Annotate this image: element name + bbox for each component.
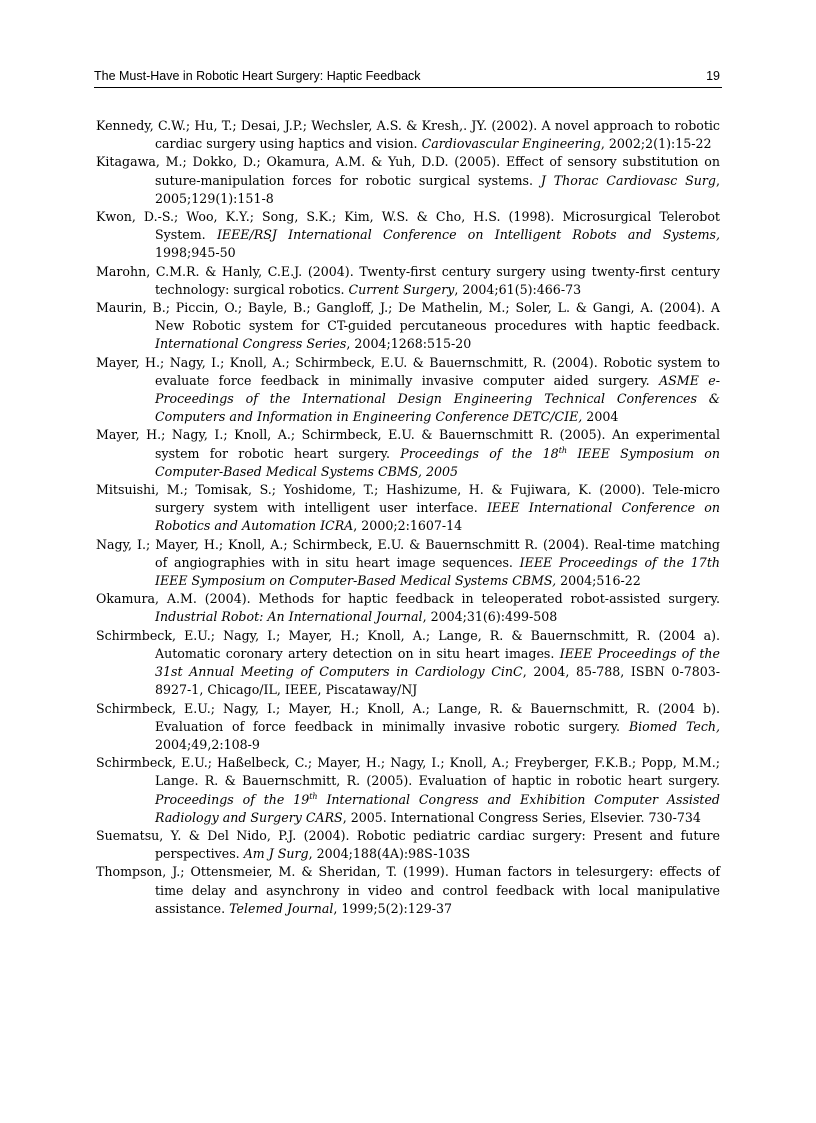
reference-item — [96, 117, 720, 153]
reference-item — [96, 153, 720, 208]
reference-text: Mitsuishi, M.; Tomisak, S.; Yoshidome, T.; Hashizume, H. & Fujiwara, K. (2000). Tele-micro surgery system with intelligent user interface. — [96, 482, 720, 516]
reference-source: IEEE International Conference on Robotics and Automation ICRA — [155, 500, 720, 534]
page-number: 19 — [706, 69, 720, 83]
reference-text: Maurin, B.; Piccin, O.; Bayle, B.; Gangloff, J.; De Mathelin, M.; Soler, L. & Gangi, A. (2004). A New Robotic system for CT-guided percutaneous procedures with haptic feedback. — [96, 300, 720, 334]
reference-text: Okamura, A.M. (2004). Methods for haptic feedback in teleoperated robot-assisted surgery. — [96, 591, 720, 607]
reference-item — [96, 208, 720, 263]
reference-source-cont: IEEE Symposium on Computer-Based Medical Systems CBMS, 2005 — [155, 445, 720, 479]
reference-item — [96, 590, 720, 626]
reference-details: 2004 — [582, 409, 619, 425]
reference-text: Kitagawa, M.; Dokko, D.; Okamura, A.M. & Yuh, D.D. (2005). Effect of sensory substitution on suture-manipulation forces for robotic surgical systems. — [96, 154, 720, 188]
reference-source: Telemed Journal — [229, 900, 334, 916]
reference-source-cont: International Congress and Exhibition Computer Assisted Radiology and Surgery CARS — [155, 791, 720, 825]
reference-source: Proceedings of the 19 — [155, 791, 310, 807]
reference-details: , 1999;5(2):129-37 — [333, 900, 453, 916]
reference-list — [96, 117, 720, 918]
reference-item — [96, 700, 720, 755]
reference-text: Marohn, C.M.R. & Hanly, C.E.J. (2004). Twenty-first century surgery using twenty-first century technology: surgical robotics. — [96, 263, 720, 297]
reference-source: ASME e-Proceedings of the International Design Engineering Technical Conferences & Computers and Information in Engineering Conference DETC/CIE, — [155, 372, 720, 425]
reference-item — [96, 299, 720, 354]
reference-text: Schirmbeck, E.U.; Nagy, I.; Mayer, H.; Knoll, A.; Lange, R. & Bauernschmitt, R. (2004 a). Automatic coronary artery detection on in situ heart images. — [96, 627, 720, 661]
reference-details: , 2000;2:1607-14 — [353, 518, 463, 534]
reference-text: Mayer, H.; Nagy, I.; Knoll, A.; Schirmbeck, E.U. & Bauernschmitt R. (2005). An experimental system for robotic heart surgery. — [96, 427, 720, 461]
reference-details: , 2004;188(4A):98S-103S — [308, 846, 471, 862]
reference-source: International Congress Series — [155, 336, 347, 352]
ordinal-suffix: th — [558, 445, 568, 455]
reference-item — [96, 627, 720, 700]
reference-item — [96, 754, 720, 827]
reference-text: Schirmbeck, E.U.; Nagy, I.; Mayer, H.; Knoll, A.; Lange, R. & Bauernschmitt, R. (2004 b). Evaluation of force feedback in minimally invasive robotic surgery. — [96, 700, 720, 734]
reference-item — [96, 827, 720, 863]
reference-text: Kennedy, C.W.; Hu, T.; Desai, J.P.; Wechsler, A.S. & Kresh,. JY. (2002). A novel approach to robotic cardiac surgery using haptics and vision. — [96, 118, 720, 152]
reference-text: Kwon, D.-S.; Woo, K.Y.; Song, S.K.; Kim, W.S. & Cho, H.S. (1998). Microsurgical Telerobot System. — [96, 209, 720, 243]
reference-details: , 2004;1268:515-20 — [346, 336, 472, 352]
reference-item — [96, 263, 720, 299]
reference-source: Proceedings of the 18 — [400, 445, 559, 461]
reference-source: J Thorac Cardiovasc Surg — [540, 172, 716, 188]
reference-details: 2004;516-22 — [556, 573, 641, 589]
reference-text: Thompson, J.; Ottensmeier, M. & Sheridan, T. (1999). Human factors in telesurgery: effects of time delay and asynchrony in video and control feedback with local manipulative assistance. — [96, 864, 720, 916]
reference-details: , 2004, 85-788, ISBN 0-7803-8927-1, Chicago/IL, IEEE, Piscataway/NJ — [155, 664, 721, 698]
reference-text: Suematsu, Y. & Del Nido, P.J. (2004). Robotic pediatric cardiac surgery: Present and future perspectives. — [96, 827, 720, 862]
reference-item — [96, 426, 720, 481]
reference-item — [96, 354, 720, 427]
reference-details: , 2005. International Congress Series, Elsevier. 730-734 — [342, 809, 701, 825]
reference-source: Am J Surg — [243, 846, 309, 862]
ordinal-suffix: th — [309, 791, 318, 801]
reference-source: IEEE/RSJ International Conference on Intelligent Robots and Systems, — [216, 227, 720, 243]
reference-source: IEEE Proceedings of the 31st Annual Meeting of Computers in Cardiology CinC — [155, 645, 720, 680]
reference-source: IEEE Proceedings of the 17th IEEE Symposium on Computer-Based Medical Systems CBMS, — [155, 554, 720, 589]
reference-details: , 2004;31(6):499-508 — [422, 609, 558, 625]
reference-item — [96, 863, 720, 918]
reference-source: Biomed Tech, — [628, 718, 720, 734]
reference-source: Cardiovascular Engineering — [421, 136, 601, 152]
reference-source: Current Surgery — [348, 281, 455, 297]
running-header — [94, 67, 722, 88]
reference-source: Industrial Robot: An International Journal — [155, 609, 423, 625]
reference-details: , 2004;61(5):466-73 — [454, 281, 582, 297]
reference-text: Schirmbeck, E.U.; Haßelbeck, C.; Mayer, H.; Nagy, I.; Knoll, A.; Freyberger, F.K.B.; Popp, M.M.; Lange. R. & Bauernschmitt, R. (2005). Evaluation of haptic in robotic heart surgery. — [96, 755, 720, 789]
reference-details: 1998;945-50 — [155, 245, 236, 261]
reference-item — [96, 536, 720, 591]
reference-details: , 2002;2(1):15-22 — [600, 136, 712, 152]
running-title: The Must-Have in Robotic Heart Surgery: Haptic Feedback — [94, 69, 421, 83]
reference-text: Mayer, H.; Nagy, I.; Knoll, A.; Schirmbeck, E.U. & Bauernschmitt, R. (2004). Robotic system to evaluate force feedback in minimally invasive computer aided surgery. — [96, 354, 720, 388]
reference-text: Nagy, I.; Mayer, H.; Knoll, A.; Schirmbeck, E.U. & Bauernschmitt R. (2004). Real-time matching of angiographies with in situ heart image sequences. — [96, 536, 720, 570]
reference-details: , 2005;129(1):151-8 — [155, 172, 720, 206]
reference-details: 2004;49,2:108-9 — [155, 736, 260, 752]
reference-item — [96, 481, 720, 536]
